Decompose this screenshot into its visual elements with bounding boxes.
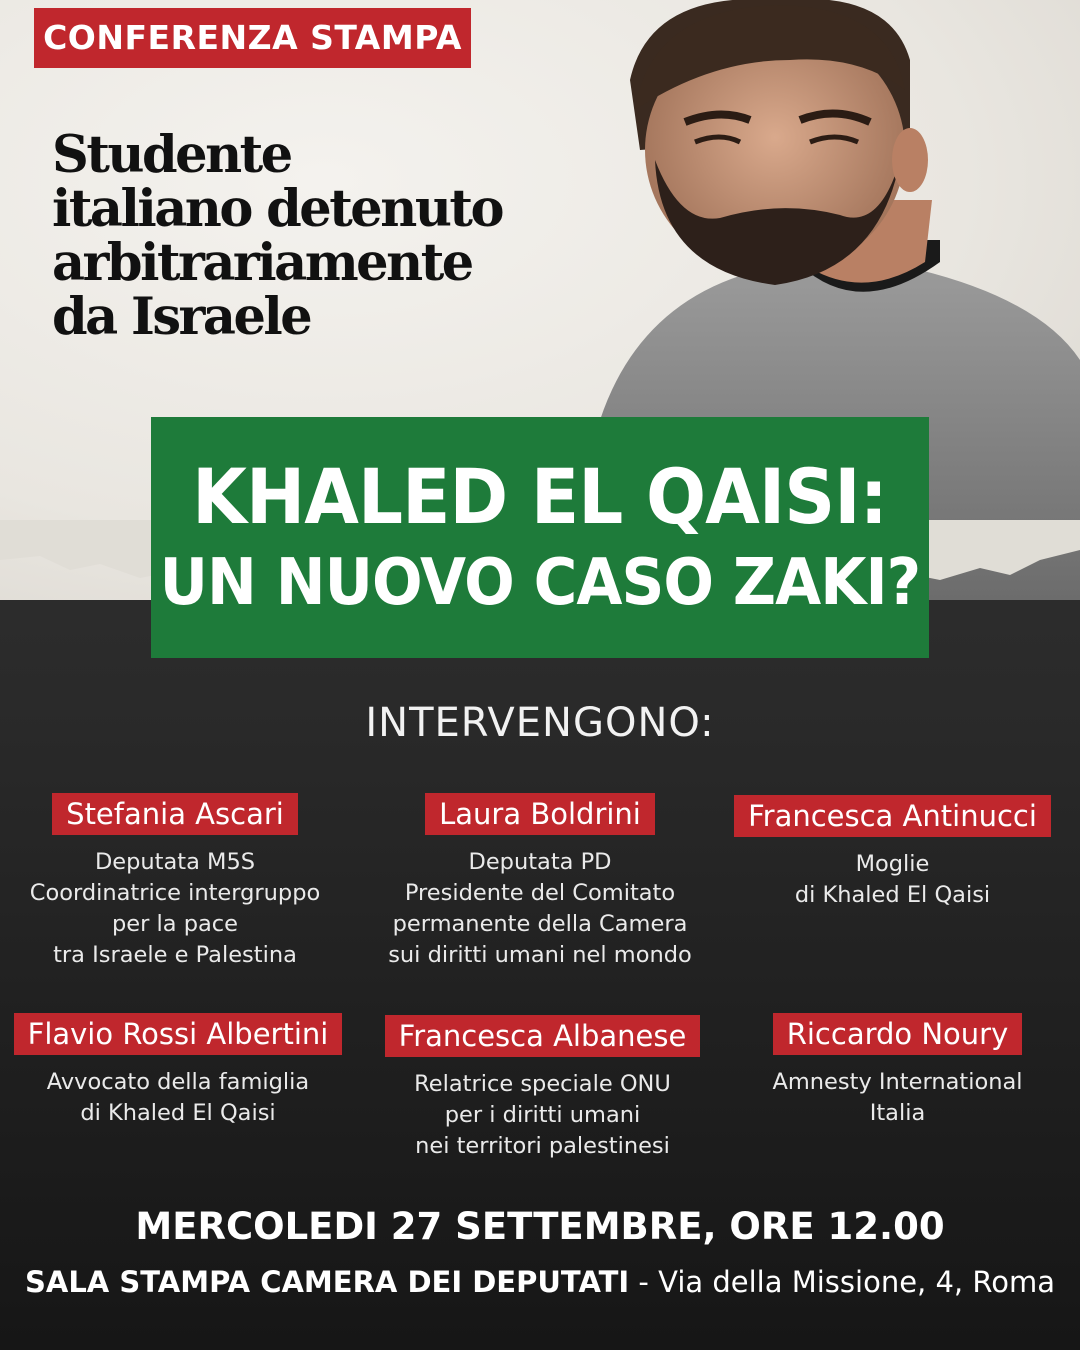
headline-line-2: UN NUOVO CASO ZAKI? <box>159 545 921 620</box>
speaker-name: Riccardo Noury <box>773 1013 1023 1055</box>
speaker-name: Flavio Rossi Albertini <box>14 1013 343 1055</box>
venue-name: SALA STAMPA CAMERA DEI DEPUTATI <box>25 1265 630 1299</box>
speaker-name: Francesca Antinucci <box>734 795 1051 837</box>
speaker-francesca-albanese <box>365 1015 720 1162</box>
event-subtitle <box>52 125 572 347</box>
event-venue <box>0 1265 1080 1299</box>
speaker-role-line: permanente della Camera <box>392 911 688 937</box>
speaker-flavio-rossi-albertini <box>0 1013 356 1129</box>
event-date: MERCOLEDI 27 SETTEMBRE, ORE 12.00 <box>135 1205 945 1248</box>
venue-address: - Via della Missione, 4, Roma <box>629 1265 1055 1299</box>
speaker-role <box>0 1067 356 1129</box>
speaker-role <box>715 849 1070 911</box>
speaker-role-line: sui diritti umani nel mondo <box>388 942 692 968</box>
speaker-name: Laura Boldrini <box>425 793 655 835</box>
speaker-role-line: Moglie <box>855 851 930 877</box>
subtitle-line: da Israele <box>52 287 311 347</box>
headline-line-1: KHALED EL QAISI: <box>192 451 888 541</box>
speaker-role-line: nei territori palestinesi <box>415 1133 670 1159</box>
speaker-role-line: Relatrice speciale ONU <box>414 1071 671 1097</box>
speaker-role-line: di Khaled El Qaisi <box>80 1100 276 1126</box>
speaker-name: Stefania Ascari <box>52 793 298 835</box>
speaker-role-line: per la pace <box>111 911 238 937</box>
speaker-name: Francesca Albanese <box>385 1015 701 1057</box>
speaker-role-line: Amnesty International <box>772 1069 1023 1095</box>
speaker-role <box>365 1069 720 1162</box>
speaker-francesca-antinucci <box>715 795 1070 911</box>
speaker-role-line: Italia <box>869 1100 926 1126</box>
speakers-heading: INTERVENGONO: <box>365 700 715 746</box>
speaker-role-line: Presidente del Comitato <box>404 880 676 906</box>
press-conference-badge: CONFERENZA STAMPA <box>34 8 471 68</box>
subtitle-line: italiano detenuto <box>52 179 502 239</box>
speaker-role-line: Deputata M5S <box>94 849 256 875</box>
subtitle-line: Studente <box>52 125 291 185</box>
speaker-role-line: Coordinatrice intergruppo <box>29 880 321 906</box>
speaker-role-line: Deputata PD <box>468 849 612 875</box>
speaker-role <box>365 847 715 971</box>
speaker-laura-boldrini <box>365 793 715 971</box>
subtitle-line: arbitrariamente <box>52 233 472 293</box>
speaker-role-line: di Khaled El Qaisi <box>794 882 991 908</box>
speaker-role-line: tra Israele e Palestina <box>53 942 297 968</box>
speaker-role-line: Avvocato della famiglia <box>46 1069 310 1095</box>
speaker-stefania-ascari <box>0 793 350 971</box>
headline-box <box>151 417 929 658</box>
speaker-role <box>0 847 350 971</box>
speaker-role-line: per i diritti umani <box>444 1102 641 1128</box>
speaker-riccardo-noury <box>720 1013 1075 1129</box>
speaker-role <box>720 1067 1075 1129</box>
